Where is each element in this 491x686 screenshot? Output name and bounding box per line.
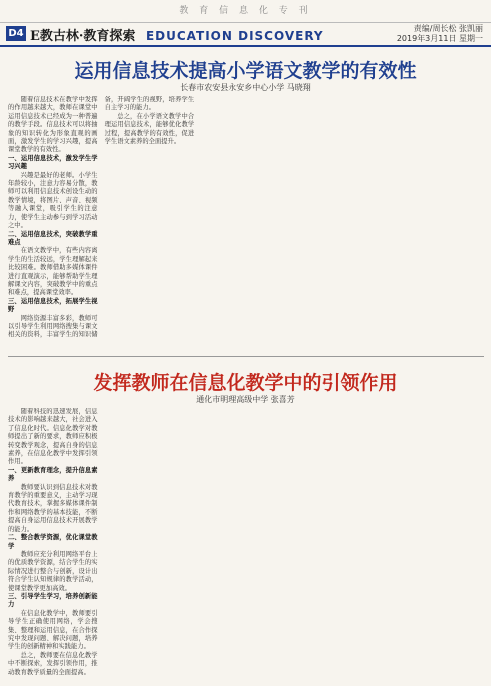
article1-paragraph: 在语文教学中，有些内容离学生的生活较远，学生理解起来比较困难。教师借助多媒体课件进行直观演示，能够帮助学生理解课文内容，突破教学中的重点和难点，提高课堂效率。 xyxy=(8,247,98,297)
article1-body xyxy=(8,96,484,348)
article2-paragraph: 总之，教师要在信息化教学中不断探索，发挥引领作用，推动教育教学质量的全面提高。 xyxy=(8,651,98,676)
date-line: 2019年3月11日 星期一 xyxy=(396,34,483,43)
article2-paragraph: 教师应充分利用网络平台上的优质教学资源，结合学生的实际情况进行整合与创新，设计出符合学生认知规律的教学活动，使课堂教学更加高效。 xyxy=(8,550,98,592)
article2-paragraph: 教师要认识到信息技术对教育教学的重要意义，主动学习现代教育技术，掌握多媒体课件制作和网络教学的基本技能，不断提高自身运用信息技术开展教学的能力。 xyxy=(8,483,98,533)
article1-paragraph: 网络资源丰富多彩，教师可以引导学生利用网络搜集与课文相关的资料，丰富学生的知识储备，开阔学生的视野，培养学生自主学习的能力。 xyxy=(8,96,195,339)
article2-paragraph: 在信息化教学中，教师要引导学生正确使用网络，学会搜集、整理和运用信息，在合作探究中发现问题、解决问题，培养学生的创新精神和实践能力。 xyxy=(8,609,98,651)
article2-paragraph: 随着科技的迅速发展，信息技术的影响越来越大，社会进入了信息化时代。信息化教学对教师提出了新的要求，教师应积极转变教学观念，提高自身的信息素养，在信息化教学中发挥引领作用。 xyxy=(8,408,98,466)
article2-body xyxy=(8,408,484,678)
article1-subheading: 二、运用信息技术，突破教学重难点 xyxy=(8,230,98,246)
article2-subheading: 三、引导学生学习，培养创新能力 xyxy=(8,592,98,609)
article1-paragraph: 总之，在小学语文教学中合理运用信息技术，能够优化教学过程，提高教学的有效性，促进学生语文素养的全面提升。 xyxy=(104,112,195,146)
page-masthead xyxy=(0,22,491,47)
page-number-badge: D4 xyxy=(6,26,26,41)
article2-headline: 发挥教师在信息化教学中的引领作用 xyxy=(93,372,398,394)
editor-line: 责编/周长松 张凯丽 xyxy=(413,24,483,33)
top-banner-strip: 教 育 信 息 化 专 刊 xyxy=(179,6,312,16)
article1-headline: 运用信息技术提高小学语文教学的有效性 xyxy=(74,60,417,82)
article-divider xyxy=(8,356,484,357)
section-title-en: EDUCATION DISCOVERY xyxy=(145,29,324,43)
section-title-zh: E教古林·教育探索 xyxy=(30,29,136,44)
article2-byline: 通化市明理高级中学 张喜芳 xyxy=(196,395,295,404)
section-title xyxy=(30,25,324,44)
article2-subheading: 二、整合教学资源，优化课堂教学 xyxy=(8,534,98,550)
article1-byline: 长春市农安县永安乡中心小学 马晓翔 xyxy=(180,83,311,92)
article1-paragraph: 兴趣是最好的老师。小学生年龄较小，注意力容易分散，教师可以利用信息技术创设生动的教学情境，将图片、声音、视频等融入课堂，吸引学生的注意力，使学生主动参与到学习活动之中。 xyxy=(8,171,98,230)
article2-subheading: 一、更新教育理念，提升信息素养 xyxy=(8,466,98,483)
article1-subheading: 一、运用信息技术，激发学生学习兴趣 xyxy=(8,154,98,171)
article1-subheading: 三、运用信息技术，拓展学生视野 xyxy=(8,297,98,314)
issue-info xyxy=(359,24,483,44)
article1-paragraph: 随着信息技术在教学中发挥的作用越来越大，教师在课堂中运用信息技术已经成为一种普遍的教学手段。信息技术可以将抽象的知识转化为形象直观的画面，激发学生的学习兴趣，提高课堂教学的有效性。 xyxy=(8,96,98,154)
